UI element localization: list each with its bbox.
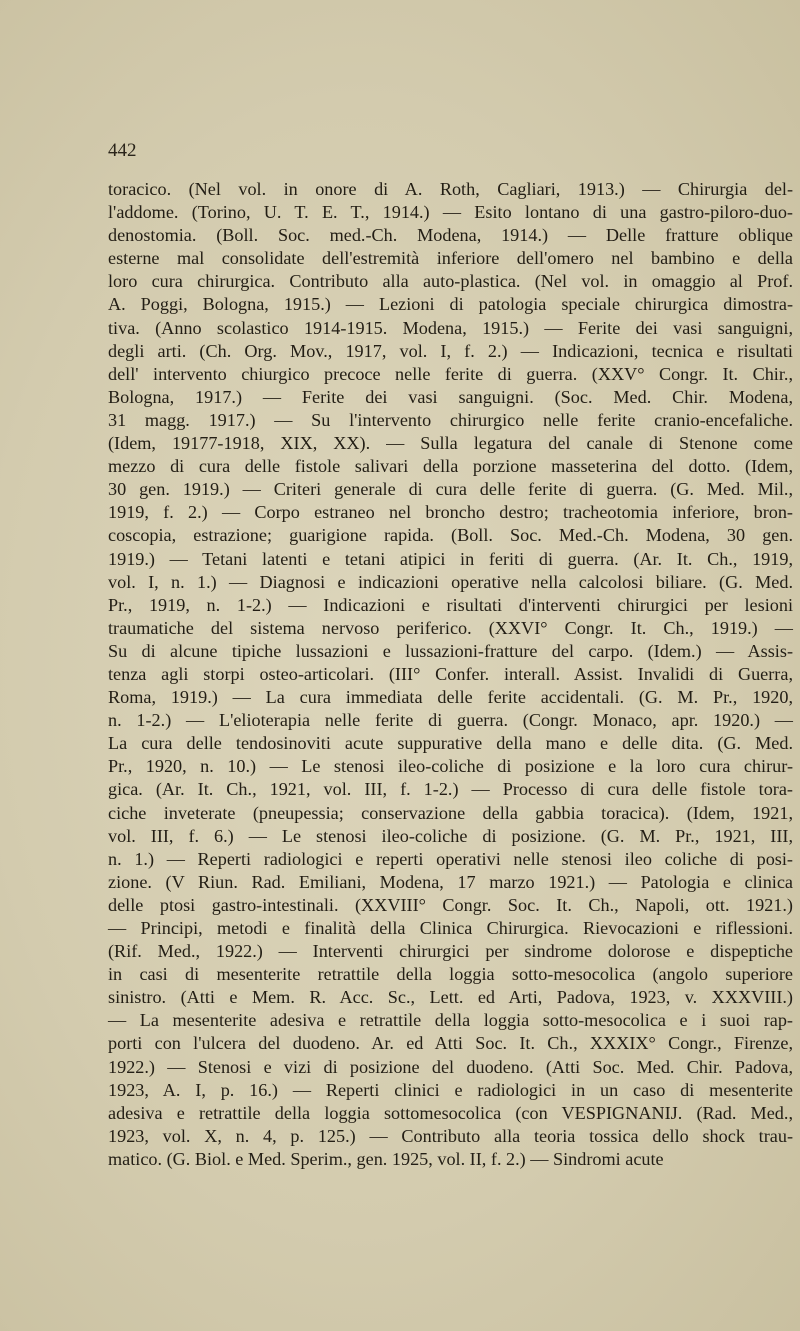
text-line: sinistro. (Atti e Mem. R. Acc. Sc., Lett. ed Arti, Padova, 1923, v. XXXVIII.) [108,987,793,1008]
text-line: 1922.) — Stenosi e vizi di posizione del duodeno. (Atti Soc. Med. Chir. Padova, [108,1056,793,1077]
text-line: Roma, 1919.) — La cura immediata delle ferite accidentali. (G. M. Pr., 1920, [108,687,793,708]
text-line: matico. (G. Biol. e Med. Sperim., gen. 1925, vol. II, f. 2.) — Sindromi acute [108,1148,664,1169]
text-line: gica. (Ar. It. Ch., 1921, vol. III, f. 1-2.) — Processo di cura delle fistole tora- [108,779,793,800]
text-line: ciche inveterate (pneupessia; conservazione della gabbia toracica). (Idem, 1921, [108,802,793,823]
text-line: esterne mal consolidate dell'estremità inferiore dell'omero nel bambino e della [108,248,793,269]
text-line: Bologna, 1917.) — Ferite dei vasi sanguigni. (Soc. Med. Chir. Modena, [108,386,793,407]
text-line: toracico. (Nel vol. in onore di A. Roth, Cagliari, 1913.) — Chirurgia del- [108,179,793,199]
text-line: La cura delle tendosinoviti acute suppurative della mano e delle dita. (G. Med. [108,733,793,754]
text-line: 1919.) — Tetani latenti e tetani atipici in feriti di guerra. (Ar. It. Ch., 1919, [108,548,793,569]
text-line: — La mesenterite adesiva e retrattile della loggia sotto-mesocolica e i suoi rap- [108,1010,793,1031]
text-line: vol. III, f. 6.) — Le stenosi ileo-coliche di posizione. (G. M. Pr., 1921, III, [108,825,793,846]
text-line: mezzo di cura delle fistole salivari della porzione masseterina del dotto. (Idem, [108,456,793,477]
text-line: vol. I, n. 1.) — Diagnosi e indicazioni operative nella calcolosi biliare. (G. Med. [108,571,793,592]
text-line: adesiva e retrattile della loggia sottomesocolica (con VESPIGNANIJ. (Rad. Med., [108,1102,793,1123]
text-line: 1923, A. I, p. 16.) — Reperti clinici e radiologici in un caso di mesenterite [108,1079,793,1100]
text-line: 30 gen. 1919.) — Criteri generale di cura delle ferite di guerra. (G. Med. Mil., [108,479,793,500]
page-number: 442 [108,140,137,161]
text-line: porti con l'ulcera del duodeno. Ar. ed Atti Soc. It. Ch., XXXIX° Congr., Firenze, [108,1033,793,1054]
text-line: 1923, vol. X, n. 4, p. 125.) — Contributo alla teoria tossica dello shock trau- [108,1125,793,1146]
text-line: loro cura chirurgica. Contributo alla auto-plastica. (Nel vol. in omaggio al Prof. [108,271,793,292]
text-line: dell' intervento chiurgico precoce nelle ferite di guerra. (XXV° Congr. It. Chir., [108,363,793,384]
text-line: Su di alcune tipiche lussazioni e lussazioni-fratture del carpo. (Idem.) — Assis- [108,640,793,661]
text-line: Pr., 1920, n. 10.) — Le stenosi ileo-coliche di posizione e la loro cura chirur- [108,756,793,777]
text-line: coscopia, estrazione; guarigione rapida. (Boll. Soc. Med.-Ch. Modena, 30 gen. [108,525,793,546]
text-line: 1919, f. 2.) — Corpo estraneo nel broncho destro; tracheotomia inferiore, bron- [108,502,793,523]
text-line: n. 1-2.) — L'elioterapia nelle ferite di guerra. (Congr. Monaco, apr. 1920.) — [108,710,793,731]
text-line: A. Poggi, Bologna, 1915.) — Lezioni di patologia speciale chirurgica dimostra- [108,294,793,315]
text-line: delle ptosi gastro-intestinali. (XXVIII° Congr. Soc. It. Ch., Napoli, ott. 1921.) [108,894,793,915]
text-line: tiva. (Anno scolastico 1914-1915. Modena, 1915.) — Ferite dei vasi sanguigni, [108,317,793,338]
text-line: — Principi, metodi e finalità della Clinica Chirurgica. Rievocazioni e riflessioni. [108,918,793,938]
text-line: l'addome. (Torino, U. T. E. T., 1914.) — Esito lontano di una gastro-piloro-duo- [108,202,793,223]
text-line: 31 magg. 1917.) — Su l'intervento chirurgico nelle ferite cranio-encefaliche. [108,409,793,430]
text-line: zione. (V Riun. Rad. Emiliani, Modena, 17 marzo 1921.) — Patologia e clinica [108,871,793,892]
text-line: (Rif. Med., 1922.) — Interventi chirurgici per sindrome dolorose e dispeptiche [108,941,793,962]
text-line: Pr., 1919, n. 1-2.) — Indicazioni e risultati d'interventi chirurgici per lesioni [108,594,793,615]
text-line: traumatiche del sistema nervoso periferico. (XXVI° Congr. It. Ch., 1919.) — [108,617,793,638]
bibliography-text [108,178,793,1171]
text-line: n. 1.) — Reperti radiologici e reperti operativi nelle stenosi ileo coliche di posi- [108,848,793,869]
text-line: tenza agli storpi osteo-articolari. (III° Confer. interall. Assist. Invalidi di Guerra, [108,663,793,684]
text-line: (Idem, 19177-1918, XIX, XX). — Sulla legatura del canale di Stenone come [108,433,793,454]
text-line: in casi di mesenterite retrattile della loggia sotto-mesocolica (angolo superiore [108,964,793,985]
text-line: denostomia. (Boll. Soc. med.-Ch. Modena, 1914.) — Delle fratture oblique [108,225,793,246]
text-line: degli arti. (Ch. Org. Mov., 1917, vol. I, f. 2.) — Indicazioni, tecnica e risultati [108,340,793,361]
